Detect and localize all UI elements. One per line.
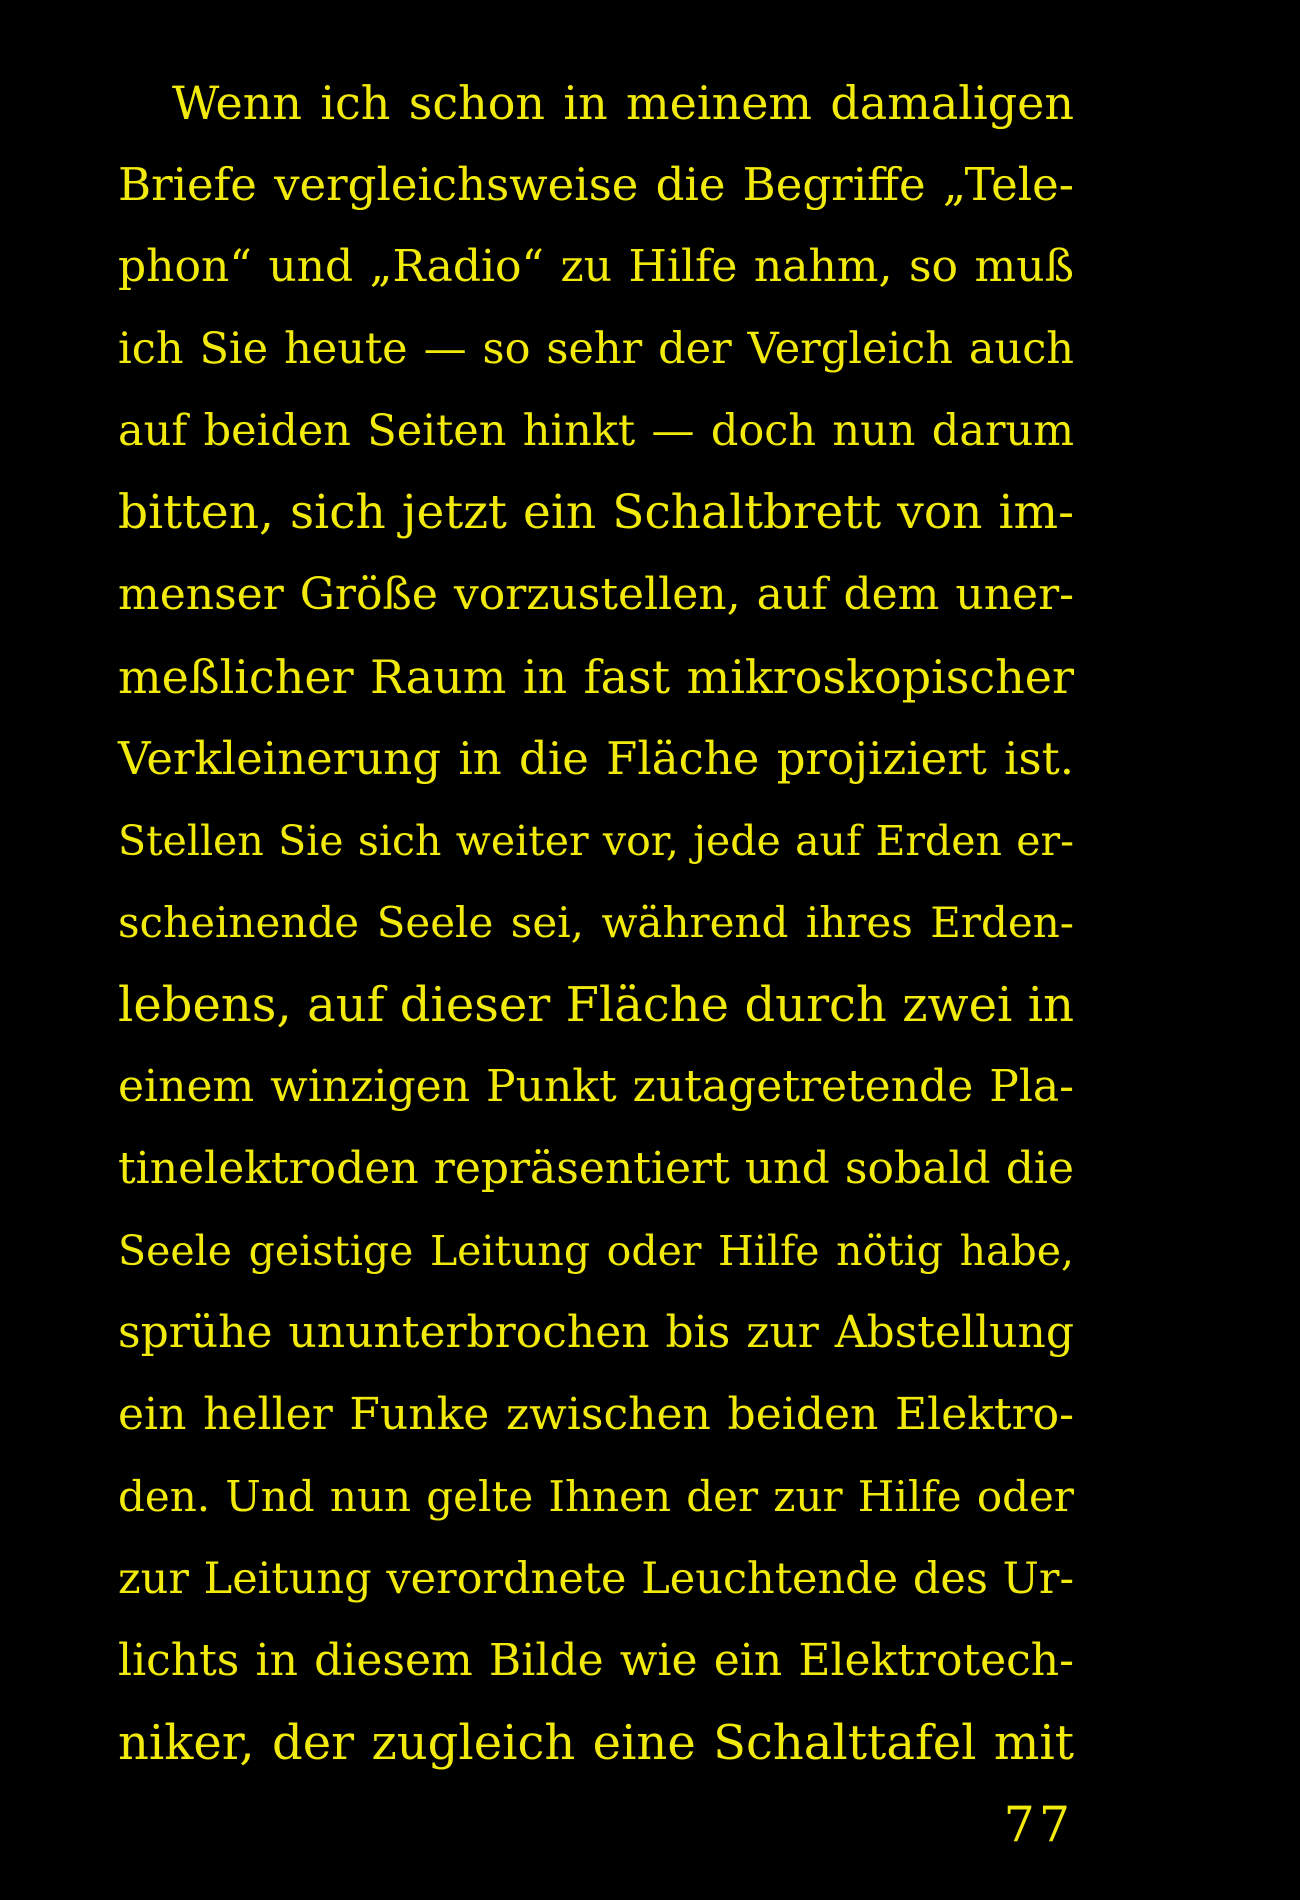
text-line: ein heller Funke zwischen beiden Elektro- xyxy=(118,1389,1074,1440)
text-line: ich Sie heute — so sehr der Vergleich auch xyxy=(118,324,1074,374)
text-line: tinelektroden repräsentiert und sobald die xyxy=(118,1143,1074,1194)
text-line: einem winzigen Punkt zutagetretende Pla- xyxy=(118,1061,1074,1112)
page-number: 77 xyxy=(1003,1796,1074,1853)
text-line: meßlicher Raum in fast mikroskopischer xyxy=(118,650,1074,704)
text-line: phon“ und „Radio“ zu Hilfe nahm, so muß xyxy=(118,241,1074,292)
text-line: menser Größe vorzustellen, auf dem uner- xyxy=(118,569,1074,620)
text-line: sprühe ununterbrochen bis zur Abstellung xyxy=(118,1307,1074,1358)
text-line: Stellen Sie sich weiter vor, jede auf Erden er- xyxy=(118,817,1074,865)
body-text xyxy=(118,62,1074,1784)
text-line: lichts in diesem Bilde wie ein Elektrotech- xyxy=(118,1635,1074,1686)
text-line: Seele geistige Leitung oder Hilfe nötig habe, xyxy=(118,1227,1074,1275)
text-line: Briefe vergleichsweise die Begriffe „Tele- xyxy=(118,158,1074,211)
text-line: den. Und nun gelte Ihnen der zur Hilfe oder xyxy=(118,1472,1074,1521)
text-line: zur Leitung verordnete Leuchtende des Ur- xyxy=(118,1554,1074,1604)
text-line: scheinende Seele sei, während ihres Erden- xyxy=(118,898,1074,947)
text-line: niker, der zugleich eine Schalttafel mit xyxy=(118,1715,1074,1771)
text-line: Wenn ich schon in meinem damaligen xyxy=(172,76,1074,130)
text-line: bitten, sich jetzt ein Schaltbrett von im- xyxy=(118,485,1074,540)
text-line: Verkleinerung in die Fläche projiziert ist. xyxy=(118,732,1074,785)
text-line: auf beiden Seiten hinkt — doch nun darum xyxy=(118,406,1074,456)
text-line: lebens, auf dieser Fläche durch zwei in xyxy=(118,977,1074,1033)
